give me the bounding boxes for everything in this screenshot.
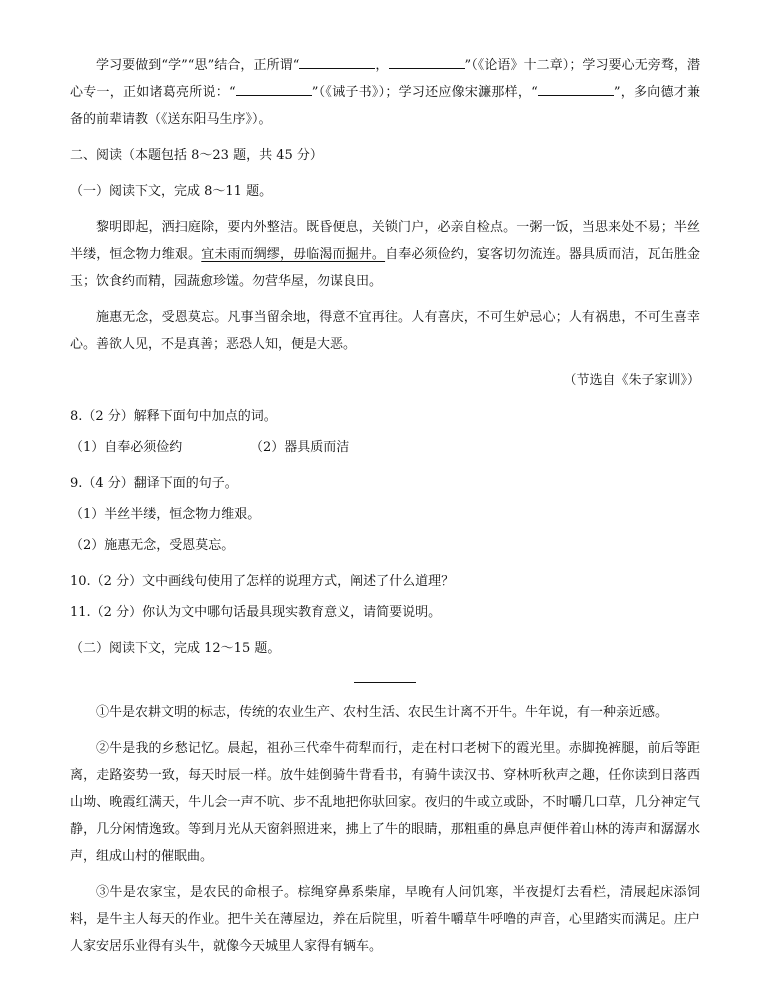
- question-8-item-1: （1）自奉必须俭约: [70, 440, 183, 455]
- reading1-heading: （一）阅读下文，完成 8～11 题。: [70, 184, 273, 199]
- reading2-heading: （二）阅读下文，完成 12～15 题。: [70, 641, 281, 656]
- question-9-item-1: （1）半丝半缕，恒念物力维艰。: [70, 507, 261, 522]
- reading1-paragraph-2: 施惠无念，受恩莫忘。凡事当留余地，得意不宜再往。人有喜庆，不可生妒忌心；人有祸患，不可生喜幸心。善欲人见，不是真善；恶恐人知，便是大恶。: [70, 310, 700, 352]
- reading2-paragraph-2: ②牛是我的乡愁记忆。晨起，祖孙三代牵牛荷犁而行，走在村口老树下的霞光里。赤脚挽裤腿，前后等距离，走路姿势一致，每天时辰一样。放牛娃倒骑牛背看书，有骑牛读汉书、穿林听秋声之趣，任你读到日落西山坳、晚霞红满天，牛儿会一声不吭、步不乱地把你驮回家。夜归的牛或立或卧，不时嚼几口草，几分神定气静，几分闲情逸致。等到月光从天窗斜照进来，拂上了牛的眼睛，那粗重的鼻息声便伴着山林的涛声和潺潺水声，组成山村的催眠曲。: [70, 741, 700, 864]
- reading1-text-b: 自奉必须俭约，宴客切勿流连。器具质而洁，瓦缶胜金玉；饮食约而精，园蔬愈珍馐。勿营华屋，勿谋良田。: [70, 247, 700, 289]
- answer-blank-3[interactable]: [236, 81, 312, 96]
- question-10: 10.（2 分）文中画线句使用了怎样的说理方式，阐述了什么道理？: [70, 574, 455, 589]
- intro-text-3: ”（《论语》十二章）；学习要心无旁骛，潜心专一，正如诸葛亮所说：“: [70, 58, 700, 100]
- answer-blank-4[interactable]: [538, 81, 614, 96]
- question-9: 9.（4 分）翻译下面的句子。: [70, 476, 238, 491]
- intro-paragraph: [70, 52, 700, 133]
- reading2-paragraph-3: ③牛是农家宝，是农民的命根子。棕绳穿鼻系柴扉，早晚有人问饥寒，半夜提灯去看栏，清展起床添饲料，是牛主人每天的作业。把牛关在薄屋边，养在后院里，听着牛嚼草牛呼噜的声音，心里踏实而满足。庄户人家安居乐业得有头牛，就像今天城里人家得有辆车。: [70, 885, 700, 954]
- reading1-paragraph-1: [70, 214, 700, 295]
- question-8-item-2: （2）器具质而洁: [250, 440, 350, 455]
- question-8: 8.（2 分）解释下面句中加点的词。: [70, 409, 277, 424]
- question-8-items: [70, 434, 700, 461]
- intro-text-1: 学习要做到“学”“思”结合，正所谓“: [96, 58, 300, 73]
- question-9-item-2: （2）施惠无念，受恩莫忘。: [70, 538, 235, 553]
- question-11: 11.（2 分）你认为文中哪句话最具现实教育意义，请简要说明。: [70, 605, 442, 620]
- intro-text-5: ”，多向德才兼备的前辈请教（《送东阳马生序》）。: [70, 85, 700, 127]
- answer-blank-1[interactable]: [299, 54, 375, 69]
- reading2-paragraph-1: ①牛是农耕文明的标志，传统的农业生产、农村生活、农民生计离不开牛。牛年说，有一种亲近感。: [96, 705, 669, 720]
- answer-blank-2[interactable]: [389, 54, 465, 69]
- intro-text-4: ”（《诫子书》）；学习还应像宋濂那样，“: [311, 85, 538, 100]
- source-citation: （节选自《朱子家训》）: [563, 373, 700, 388]
- divider-line: [354, 682, 416, 683]
- reading1-text-a: 黎明即起，洒扫庭除，要内外整洁。既昏便息，关锁门户，必亲自检点。一粥一饭，当思来处不易；半丝半缕，恒念物力维艰。: [70, 220, 700, 262]
- section-heading: 二、阅读（本题包括 8～23 题，共 45 分）: [70, 148, 323, 163]
- underlined-sentence: 宜未雨而绸缪，毋临渴而掘井。: [201, 247, 386, 262]
- intro-text-2: ，: [375, 58, 389, 73]
